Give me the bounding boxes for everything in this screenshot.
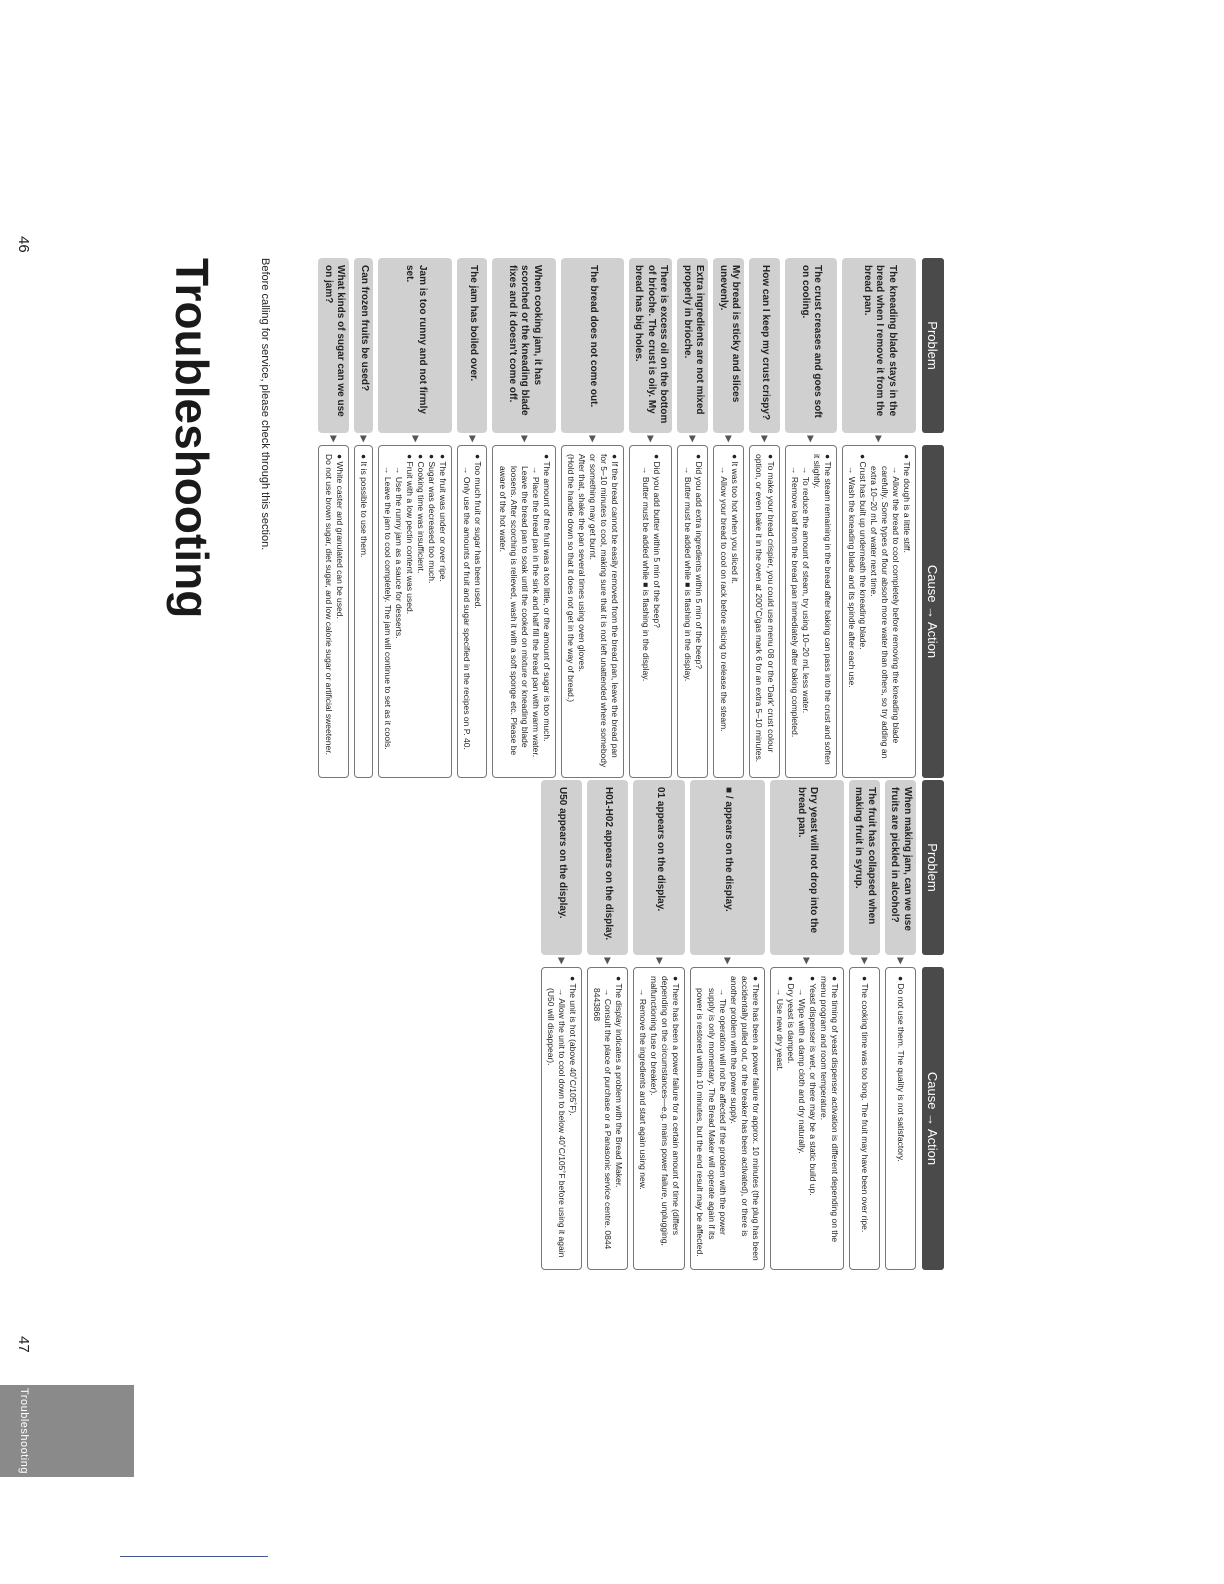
arrow-icon: ▶ — [410, 435, 421, 443]
action-line: ● Did you add butter within 5 min of the beep? — [651, 454, 662, 628]
arrow-icon: ▶ — [860, 957, 870, 965]
problem-cell: H01-H02 appears on the display. — [587, 780, 628, 955]
action-line: ● The fruit was under or over ripe. — [438, 454, 449, 582]
action-line: ● Too much fruit or sugar has been used. — [473, 454, 484, 609]
action-line: ● It is possible to use them. — [359, 454, 370, 558]
action-cell — [318, 445, 349, 778]
action-line: ● The cooking time was too long. The fruit may have been over ripe. — [860, 976, 871, 1233]
action-line: ● The unit is hot (above 40˚C/105˚F). — [568, 976, 579, 1116]
action-line: ● The timing of yeast dispenser activation is different depending on the menu program and room temperature. — [818, 976, 840, 1243]
arrow-icon: ▶ — [519, 435, 530, 443]
problem-cell: Jam is too runny and not firmly set. — [378, 258, 452, 433]
problem-cell: There is excess oil on the bottom of brioche. The crust is oily. My bread has big holes. — [629, 258, 673, 433]
action-line: → Butter must be added while ■ is flashing in the display. — [640, 466, 651, 682]
arrow-icon: ▶ — [688, 435, 699, 443]
action-cell — [561, 445, 624, 778]
action-line: ● It was too hot when you sliced it. — [729, 454, 740, 584]
problem-header: Problem — [922, 258, 944, 433]
action-cell — [492, 445, 555, 778]
problem-cell: 01 appears on the display. — [633, 780, 685, 955]
table-header — [922, 780, 944, 1270]
table-row — [457, 258, 487, 778]
action-cell — [849, 967, 880, 1270]
action-line: → Use new dry yeast. — [774, 988, 785, 1072]
arrow-icon: ▶ — [806, 435, 817, 443]
problem-header: Problem — [922, 780, 944, 955]
action-header: Cause → Action — [922, 445, 944, 778]
page-title: Troubleshooting — [166, 258, 218, 619]
arrow-icon: ▶ — [329, 435, 340, 443]
action-line: → Wipe with a damp cloth and dry naturally. — [796, 988, 807, 1154]
problem-cell: How can I keep my crust crispy? — [749, 258, 779, 433]
action-line: ● Sugar was decreased too much. — [427, 454, 438, 584]
problem-cell: ■ / appears on the display. — [690, 780, 764, 955]
table-header — [922, 258, 944, 778]
action-line: → Use the runny jam as a sauce for desserts. — [394, 466, 405, 639]
arrow-icon: ▶ — [646, 435, 657, 443]
table-row — [629, 258, 673, 778]
action-line: ● If the bread cannot be easily removed from the bread pan, leave the bread pan for 5–10 minutes to cool, making sure that it is not left unattended where somebody or something may get burnt. — [587, 454, 620, 768]
action-line: ● Dry yeast is damped. — [785, 976, 796, 1064]
action-line: ● Fruit with a low pectin content was used. — [405, 454, 416, 615]
action-line: → Butter must be added while ■ is flashing in the display. — [682, 466, 693, 682]
action-line: ● Do not use them. The quality is not satisfactory. — [896, 976, 907, 1162]
action-line: ● Yeast dispenser is wet, or there may be a static build up. — [807, 976, 818, 1196]
action-cell — [842, 445, 916, 778]
action-cell — [587, 967, 628, 1270]
problem-cell: The crust creases and goes soft on cooling. — [785, 258, 837, 433]
action-line: ● There has been a power failure for approx. 10 minutes (the plug has been accidentally pulled out, or the breaker has been activated), or there is another problem with the power supply. — [728, 976, 761, 1261]
action-cell — [713, 445, 744, 778]
action-cell — [690, 967, 764, 1270]
problem-cell: When cooking jam, it has scorched or the kneading blade fixes and it doesn't come off. — [492, 258, 555, 433]
arrow-icon: ▶ — [759, 435, 770, 443]
action-line: → The operation will not be affected if the problem with the power supply is only momentary. The Bread Maker will operate again if its power is restored within 10 minutes, but the end result may be affected. — [695, 988, 728, 1257]
action-line: ● The display indicates a problem with the Bread Maker. — [614, 976, 625, 1188]
action-cell — [677, 445, 708, 778]
troubleshooting-table-right — [536, 780, 944, 1270]
action-line: ● The dough is a little stiff. — [902, 454, 912, 553]
problem-cell: My bread is sticky and slices unevenly. — [713, 258, 744, 433]
arrow-icon: ▶ — [467, 435, 478, 443]
table-row — [849, 780, 880, 1270]
table-row — [492, 258, 555, 778]
table-row — [677, 258, 708, 778]
page-number-left: 46 — [15, 236, 32, 253]
action-line: ● The amount of the fruit was a too little, or the amount of sugar is too much. — [541, 454, 552, 742]
table-row — [318, 258, 349, 778]
table-row — [633, 780, 685, 1270]
action-line: → Allow your bread to cool on rack before slicing to release the steam. — [718, 466, 729, 732]
table-row — [354, 258, 373, 778]
page-number-right: 47 — [15, 1336, 32, 1353]
section-tab: Troubleshooting — [0, 1385, 134, 1477]
action-cell — [378, 445, 452, 778]
table-row — [885, 780, 916, 1270]
action-line: After that, shake the pan several times using oven gloves. — [576, 454, 587, 672]
action-cell — [457, 445, 487, 778]
problem-cell: When making jam, can we use fruits are pickled in alcohol? — [885, 780, 916, 955]
table-row — [713, 258, 744, 778]
action-line: → Place the bread pan in the sink and half fill the bread pan with warm water. Leave the bread pan to soak until the cooked on mixture or kneading blade loosens. After scorching is relieved, wash it with a soft sponge etc. Please be aware of the hot water. — [497, 466, 541, 758]
problem-cell: The kneading blade stays in the bread when I remove it from the bread pan. — [842, 258, 916, 433]
problem-cell: U50 appears on the display. — [541, 780, 582, 955]
arrow-icon: ▶ — [724, 435, 735, 443]
action-header: Cause → Action — [922, 967, 944, 1270]
action-line: → Allow the unit to cool down to below 40˚C/105˚F before using it again (U50 will disappear). — [546, 988, 568, 1258]
action-line: ● Did you add extra ingredients within 5 min of the beep? — [693, 454, 704, 669]
arrow-icon: ▶ — [802, 957, 813, 965]
arrow-icon: ▶ — [874, 435, 885, 443]
arrow-icon: ▶ — [896, 957, 906, 965]
action-line: (Hold the handle down so that it does not get in the way of bread.) — [565, 454, 576, 703]
action-line: → Only use the amounts of fruit and sugar specified in the recipes on P. 40. — [462, 466, 473, 750]
problem-cell: Dry yeast will not drop into the bread pan. — [770, 780, 844, 955]
problem-cell: Can frozen fruits be used? — [354, 258, 373, 433]
table-row — [749, 258, 779, 778]
arrow-icon: ▶ — [557, 957, 568, 965]
action-line: ● Cooking time was insufficient. — [416, 454, 427, 574]
table-row — [785, 258, 837, 778]
action-line: ● There has been a power failure for a certain amount of time (differs depending on the circumstances—e.g. mains power failure, unplugging, malfunctioning fuse or breaker). — [649, 976, 682, 1246]
table-row — [690, 780, 764, 1270]
arrow-icon: ▶ — [587, 435, 598, 443]
action-cell — [541, 967, 582, 1270]
action-line: ● The steam remaining in the bread after baking can pass into the crust and soften it slightly. — [811, 454, 833, 765]
action-cell — [633, 967, 685, 1270]
action-line: Do not use brown sugar, diet sugar, and low calorie sugar or artificial sweetener. — [323, 454, 334, 755]
action-line: → Remove loaf from the bread pan immediately after baking completed. — [789, 466, 800, 738]
table-row — [770, 780, 844, 1270]
action-line: → Leave the jam to cool completely. The jam will continue to set as it cools. — [383, 466, 394, 750]
intro-text: Before calling for service, please check through this section. — [259, 258, 271, 551]
divider — [120, 1556, 268, 1557]
action-cell — [770, 967, 844, 1270]
table-row — [541, 780, 582, 1270]
action-line: ● Crust has built up underneath the kneading blade. — [857, 454, 868, 650]
action-line: → Allow the bread to cool completely before removing the kneading blade carefully. Some types of flour absorb more water than others, so try adding an extra 10–20 mL of water next time. — [868, 466, 901, 759]
action-line: → Wash the kneading blade and its spindle after each use. — [846, 466, 857, 688]
action-line: → Consult the place of purchase or a Panasonic service centre. 0844 8443868 — [592, 988, 614, 1250]
action-line: → Remove the ingredients and start again using new. — [638, 988, 649, 1190]
arrow-icon: ▶ — [654, 957, 665, 965]
problem-cell: What kinds of sugar can we use on jam? — [318, 258, 349, 433]
troubleshooting-table-left — [313, 258, 944, 778]
action-cell — [629, 445, 673, 778]
table-row — [561, 258, 624, 778]
problem-cell: Extra ingredients are not mixed properly in brioche. — [677, 258, 708, 433]
action-cell — [749, 445, 779, 778]
action-line: ● White caster and granulated can be used. — [334, 454, 345, 619]
table-row — [378, 258, 452, 778]
action-line: ● To make your bread crispier, you could use menu 08 or the 'Dark' crust colour option, or even bake it in the oven at 200˚C/gas mark 6 for an extra 5–10 minutes. — [754, 454, 776, 763]
action-cell — [885, 967, 916, 1270]
arrow-icon: ▶ — [359, 435, 370, 443]
problem-cell: The jam has boiled over. — [457, 258, 487, 433]
problem-cell: The fruit has collapsed when making fruit in syrup. — [849, 780, 880, 955]
action-cell — [354, 445, 373, 778]
action-cell — [785, 445, 837, 778]
arrow-icon: ▶ — [723, 957, 734, 965]
table-row — [842, 258, 916, 778]
table-row — [587, 780, 628, 1270]
action-line: → To reduce the amount of steam, try using 10–20 mL less water. — [800, 466, 811, 714]
arrow-icon: ▶ — [603, 957, 614, 965]
problem-cell: The bread does not come out. — [561, 258, 624, 433]
